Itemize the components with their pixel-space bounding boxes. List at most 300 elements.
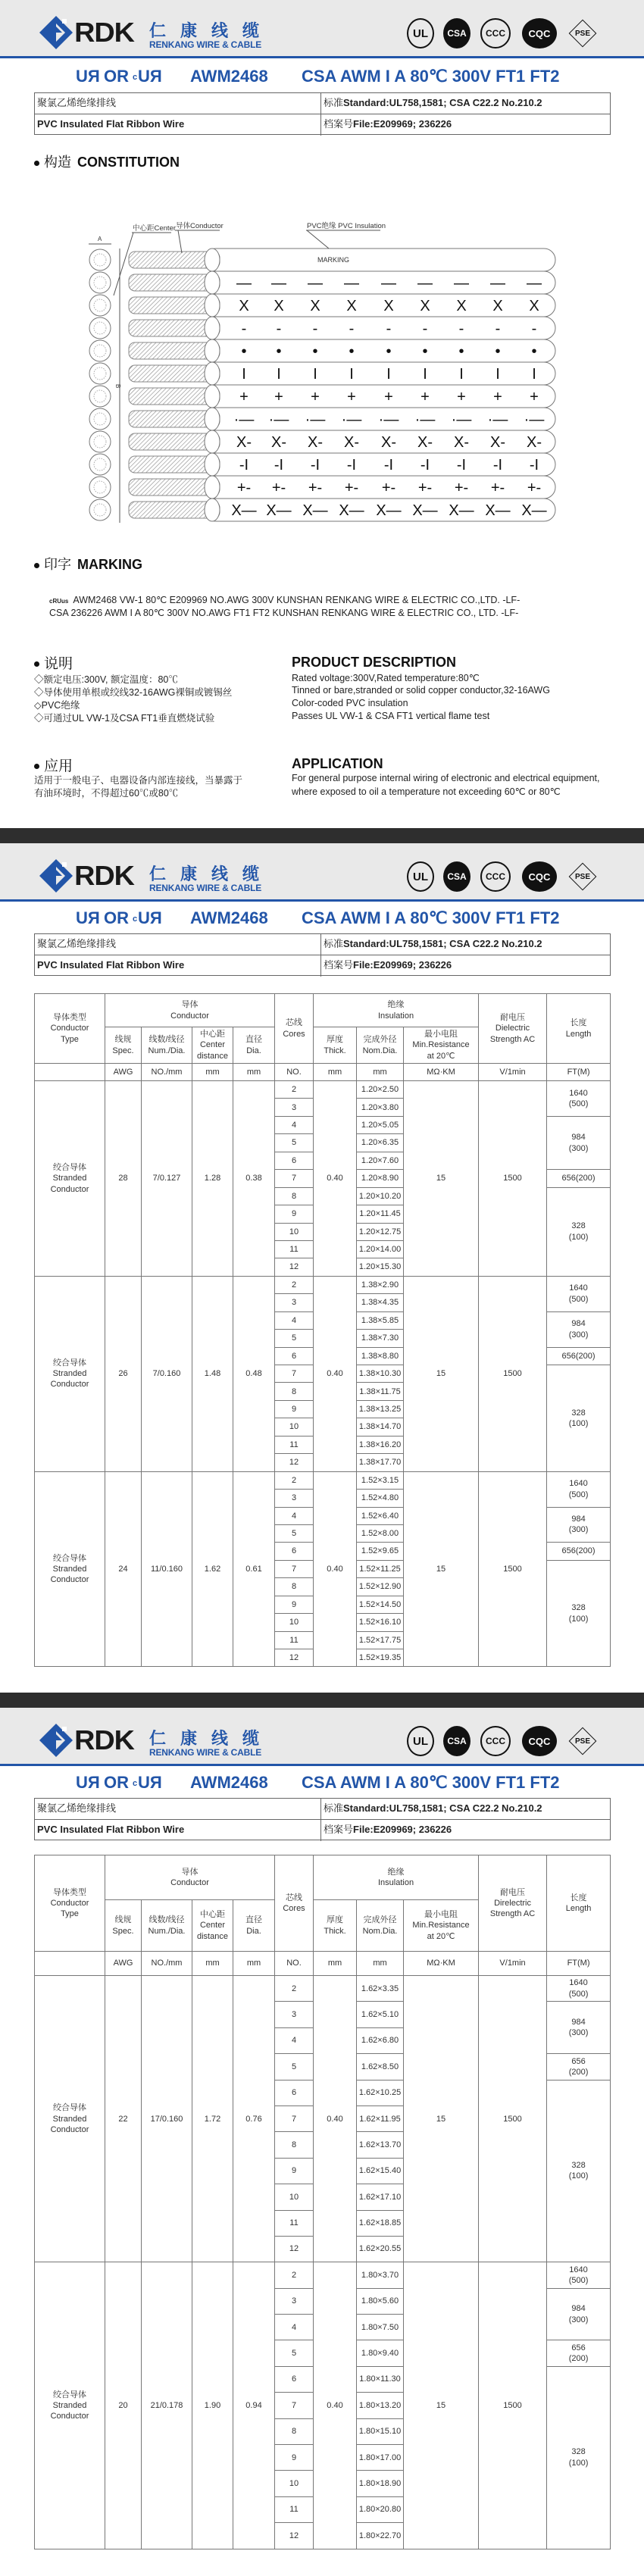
application-text-cn-2: 有油环境时，不得超过60℃或80℃: [34, 788, 179, 799]
cores-cell: 3: [275, 1294, 314, 1311]
stripe-mark: X-: [527, 434, 542, 451]
stripe-mark: I: [349, 366, 354, 383]
diameter-cell: 0.48: [233, 1276, 275, 1471]
unit-cell: NO./mm: [142, 1952, 192, 1976]
stripe-mark: ·—: [378, 411, 399, 428]
nominal-dimension-cell: 1.38×13.25: [357, 1400, 404, 1418]
cores-cell: 7: [275, 2106, 314, 2131]
awg-cell: 24: [105, 1471, 142, 1667]
nominal-dimension-cell: 1.38×8.80: [357, 1347, 404, 1365]
csa-rating: CSA AWM I A 80℃ 300V FT1 FT2: [302, 67, 560, 86]
cores-cell: 7: [275, 2393, 314, 2418]
stripe-mark: •: [422, 343, 428, 360]
voltage-cell: 1500: [479, 1081, 547, 1277]
cores-cell: 11: [275, 1436, 314, 1453]
diameter-cell: 0.38: [233, 1081, 275, 1277]
or-text: OR: [104, 1773, 129, 1792]
header-resistance: 最小电阻 Min.Resistance at 20℃: [404, 1900, 479, 1952]
unit-cell: NO.: [275, 1952, 314, 1976]
product-name-en: PVC Insulated Flat Ribbon Wire: [37, 1824, 185, 1835]
header-nomdia: 完成外径 Nom.Dia.: [357, 1027, 404, 1064]
info-table: [34, 1798, 611, 1840]
stripe-mark: +-: [344, 480, 359, 496]
unit-cell: mm: [192, 1064, 233, 1081]
or-text: OR: [104, 67, 129, 86]
logo-diamond-icon: [39, 1724, 73, 1757]
unit-cell: [35, 1952, 105, 1976]
nominal-dimension-cell: 1.38×16.20: [357, 1436, 404, 1453]
stripe-mark: ·—: [487, 411, 508, 428]
cul-us-logo: cRUus: [49, 598, 69, 605]
header-center: 中心距 Center distance: [192, 1027, 233, 1064]
cores-cell: 9: [275, 2158, 314, 2184]
product-title: RU OR c RU AWM2468 CSA AWM I A 80℃ 300V FT1 FT2: [76, 908, 560, 927]
length-cell: 656 (200): [547, 2054, 611, 2080]
stripe-mark: X: [420, 298, 430, 314]
cores-cell: 9: [275, 1400, 314, 1418]
stripe-mark: I: [459, 366, 464, 383]
cores-cell: 6: [275, 2080, 314, 2106]
stripe-mark: +-: [490, 480, 505, 496]
cross-section-icon: [89, 431, 111, 452]
header-conductor: 导体 Conductor: [105, 1855, 275, 1900]
length-cell: 1640 (500): [547, 2262, 611, 2288]
cores-cell: 11: [275, 2496, 314, 2522]
stripe-mark: X: [274, 298, 284, 314]
cross-section-icon: [89, 499, 111, 521]
stripe-mark: I: [423, 366, 427, 383]
nominal-dimension-cell: 1.20×2.50: [357, 1081, 404, 1099]
cores-cell: 2: [275, 2262, 314, 2288]
stripe-mark: X-: [308, 434, 323, 451]
csa-cert-icon: CSA: [443, 1726, 470, 1756]
stripe-mark: -: [531, 320, 537, 337]
marking-label: MARKING: [317, 256, 350, 264]
length-cell: 984 (300): [547, 1507, 611, 1543]
stripe-mark: X: [456, 298, 467, 314]
stripe-mark: X: [310, 298, 320, 314]
unit-cell: mm: [314, 1952, 357, 1976]
conductor-type-cell: 绞合导体 Stranded Conductor: [35, 1471, 105, 1667]
length-cell: 984 (300): [547, 2288, 611, 2340]
dimension-a: A: [98, 236, 102, 242]
strands-cell: 11/0.160: [142, 1471, 192, 1667]
stripe-mark: X-: [417, 434, 433, 451]
model-number: AWM2468: [190, 67, 268, 86]
ribbon-conductor-row: [89, 362, 555, 385]
nominal-dimension-cell: 1.20×5.05: [357, 1116, 404, 1133]
nominal-dimension-cell: 1.52×17.75: [357, 1631, 404, 1649]
info-table: [34, 92, 611, 135]
thickness-cell: 0.40: [314, 2262, 357, 2549]
description-item-cn: ◇PVC绝缘: [34, 700, 80, 711]
description-item-cn: ◇额定电压:300V, 额定温度：80℃: [34, 674, 178, 685]
stripe-mark: —: [454, 275, 469, 292]
stripe-mark: •: [495, 343, 501, 360]
unit-cell: mm: [192, 1952, 233, 1976]
nominal-dimension-cell: 1.20×10.20: [357, 1187, 404, 1205]
stripe-mark: -I: [492, 457, 503, 474]
cqc-cert-icon: CQC: [522, 861, 557, 892]
csa-cert-icon: CSA: [443, 18, 470, 48]
ribbon-conductor-row: [89, 271, 555, 294]
stripe-mark: +: [530, 389, 539, 405]
nominal-dimension-cell: 1.80×17.00: [357, 2445, 404, 2471]
stripe-mark: X-: [236, 434, 252, 451]
insulation-bar: [205, 249, 555, 271]
nominal-dimension-cell: 1.52×12.90: [357, 1578, 404, 1596]
cores-cell: 4: [275, 1311, 314, 1329]
unit-cell: AWG: [105, 1952, 142, 1976]
stripe-mark: ·—: [233, 411, 255, 428]
header-resistance: 最小电阻 Min.Resistance at 20℃: [404, 1027, 479, 1064]
cores-cell: 8: [275, 1578, 314, 1596]
nominal-dimension-cell: 1.52×14.50: [357, 1596, 404, 1613]
nominal-dimension-cell: 1.62×13.70: [357, 2132, 404, 2158]
header-insulation: 绝缘 Insulation: [314, 994, 479, 1027]
cores-cell: 5: [275, 1134, 314, 1152]
application-heading-en: APPLICATION: [292, 756, 383, 771]
application-heading-cn: 应用: [34, 755, 73, 775]
stripe-mark: ·—: [341, 411, 362, 428]
brand-header: [0, 0, 644, 58]
length-cell: 656 (200): [547, 2340, 611, 2366]
stripe-mark: +-: [381, 480, 396, 496]
nominal-dimension-cell: 1.62×18.85: [357, 2210, 404, 2236]
nominal-dimension-cell: 1.62×3.35: [357, 1976, 404, 2002]
stripe-mark: I: [386, 366, 391, 383]
stripe-mark: X—: [521, 502, 547, 519]
model-number: AWM2468: [190, 908, 268, 927]
nominal-dimension-cell: 1.38×4.35: [357, 1294, 404, 1311]
stripe-mark: X: [529, 298, 539, 314]
brand-name-en: RENKANG WIRE & CABLE: [149, 39, 261, 50]
stripe-mark: -: [495, 320, 501, 337]
center-distance-cell: 1.62: [192, 1471, 233, 1667]
length-cell: 656(200): [547, 1170, 611, 1187]
ribbon-conductor-row: [89, 430, 555, 453]
table-row: [35, 1976, 611, 2002]
stripe-mark: —: [271, 275, 286, 292]
nominal-dimension-cell: 1.80×13.20: [357, 2393, 404, 2418]
brand-name-en: RENKANG WIRE & CABLE: [149, 1747, 261, 1758]
c-text: c: [133, 914, 138, 924]
nominal-dimension-cell: 1.62×5.10: [357, 2002, 404, 2027]
nominal-dimension-cell: 1.20×12.75: [357, 1223, 404, 1240]
dimension-b: B: [114, 384, 121, 389]
length-cell: 984 (300): [547, 1116, 611, 1169]
stripe-mark: X-: [454, 434, 469, 451]
nominal-dimension-cell: 1.52×8.00: [357, 1524, 404, 1542]
awg-cell: 26: [105, 1276, 142, 1471]
cross-section-icon: [89, 386, 111, 407]
cores-cell: 3: [275, 1490, 314, 1507]
insulation-label: PVC绝缘 PVC Insulation: [307, 222, 386, 230]
cross-section-icon: [89, 249, 111, 270]
cores-cell: 2: [275, 1081, 314, 1099]
cores-cell: 4: [275, 1116, 314, 1133]
stripe-mark: •: [349, 343, 355, 360]
stripe-mark: +: [420, 389, 430, 405]
cores-cell: 4: [275, 2315, 314, 2340]
center-label: 中心距Center: [133, 224, 177, 233]
conductor-label: 导体Conductor: [176, 222, 224, 230]
stripe-mark: I: [277, 366, 281, 383]
stripe-mark: -I: [346, 457, 357, 474]
ul-cert-icon: UL: [407, 861, 434, 892]
cores-cell: 7: [275, 1560, 314, 1577]
unit-cell: V/1min: [479, 1952, 547, 1976]
stripe-mark: -: [422, 320, 428, 337]
brand-header: [0, 1708, 644, 1766]
length-cell: 328 (100): [547, 2366, 611, 2549]
stripe-mark: -: [312, 320, 318, 337]
cores-cell: 10: [275, 1223, 314, 1240]
center-distance-cell: 1.48: [192, 1276, 233, 1471]
nominal-dimension-cell: 1.38×11.75: [357, 1383, 404, 1400]
logo-diamond-icon: [39, 859, 73, 893]
nominal-dimension-cell: 1.52×16.10: [357, 1614, 404, 1631]
ribbon-conductor-row: [89, 294, 555, 317]
stripe-mark: I: [532, 366, 536, 383]
strands-cell: 21/0.178: [142, 2262, 192, 2549]
stripe-mark: X—: [231, 502, 257, 519]
constitution-heading: 构造 CONSTITUTION: [34, 152, 180, 171]
center-distance-cell: 1.90: [192, 2262, 233, 2549]
marking-heading: 印字 MARKING: [34, 554, 142, 574]
c-text: c: [133, 1779, 138, 1788]
cores-cell: 6: [275, 1543, 314, 1560]
stripe-mark: +: [384, 389, 393, 405]
stripe-mark: X-: [490, 434, 505, 451]
cores-cell: 5: [275, 1330, 314, 1347]
stripe-mark: X—: [302, 502, 328, 519]
cross-section-icon: [89, 408, 111, 430]
length-cell: 1640 (500): [547, 1471, 611, 1507]
stripe-mark: X: [239, 298, 249, 314]
spec-table: [34, 993, 611, 1667]
length-cell: 984 (300): [547, 1311, 611, 1347]
pse-text: PSE: [574, 29, 590, 38]
product-name-cn: 聚氯乙烯绝缘排线: [37, 97, 117, 108]
cores-cell: 3: [275, 1099, 314, 1116]
stripe-mark: •: [241, 343, 247, 360]
center-distance-cell: 1.28: [192, 1081, 233, 1277]
stripe-mark: -: [349, 320, 355, 337]
description-item-en: Color-coded PVC insulation: [292, 698, 408, 708]
stripe-mark: X-: [381, 434, 396, 451]
nominal-dimension-cell: 1.62×20.55: [357, 2236, 404, 2262]
header-length: 长度 Length: [547, 1855, 611, 1952]
awg-cell: 20: [105, 2262, 142, 2549]
stripe-mark: +: [274, 389, 283, 405]
table-row: [35, 1276, 611, 1293]
file-cell: 档案号File:E209969; 236226: [320, 1820, 611, 1841]
cores-cell: 10: [275, 1614, 314, 1631]
nominal-dimension-cell: 1.80×11.30: [357, 2366, 404, 2392]
pse-cert-icon: [568, 861, 597, 892]
length-cell: 1640 (500): [547, 1976, 611, 2002]
strands-cell: 7/0.127: [142, 1081, 192, 1277]
cross-section-icon: [89, 295, 111, 316]
resistance-cell: 15: [404, 1471, 479, 1667]
stripe-mark: •: [458, 343, 464, 360]
logo-text: RDK: [74, 1724, 134, 1755]
header-length: 长度 Length: [547, 994, 611, 1064]
diameter-cell: 0.76: [233, 1976, 275, 2262]
insulation-bar: [205, 362, 555, 385]
stripe-mark: —: [490, 275, 505, 292]
ribbon-conductor-row: [89, 499, 555, 521]
unit-cell: mm: [314, 1064, 357, 1081]
stripe-mark: -: [458, 320, 464, 337]
stripe-mark: X—: [266, 502, 292, 519]
stripe-mark: —: [417, 275, 433, 292]
cores-cell: 6: [275, 1347, 314, 1365]
stripe-mark: X-: [271, 434, 286, 451]
stripe-mark: —: [308, 275, 323, 292]
length-cell: 656(200): [547, 1347, 611, 1365]
header-insulation: 绝缘 Insulation: [314, 1855, 479, 1900]
strands-cell: 7/0.160: [142, 1276, 192, 1471]
csa-rating: CSA AWM I A 80℃ 300V FT1 FT2: [302, 908, 560, 927]
insulation-bar: [205, 339, 555, 362]
header-numdia: 线数/线径 Num./Dia.: [142, 1027, 192, 1064]
stripe-mark: —: [381, 275, 396, 292]
stripe-mark: X: [383, 298, 394, 314]
nominal-dimension-cell: 1.52×4.80: [357, 1490, 404, 1507]
marking-line-2: CSA 236226 AWM I A 80℃ 300V NO.AWG FT1 FT2 KUNSHAN RENKANG WIRE & ELECTRIC CO., LTD. -LF-: [49, 608, 519, 618]
thickness-cell: 0.40: [314, 1976, 357, 2262]
cross-section-icon: [89, 454, 111, 475]
header-numdia: 线数/线径 Num./Dia.: [142, 1900, 192, 1952]
page-separator: [0, 828, 644, 843]
header-dia: 直径 Dia.: [233, 1027, 275, 1064]
cores-cell: 7: [275, 1170, 314, 1187]
nominal-dimension-cell: 1.80×9.40: [357, 2340, 404, 2366]
nominal-dimension-cell: 1.38×10.30: [357, 1365, 404, 1383]
standard-cell: 标准Standard:UL758,1581; CSA C22.2 No.210.2: [320, 1799, 611, 1819]
length-cell: 656(200): [547, 1543, 611, 1560]
nominal-dimension-cell: 1.62×8.50: [357, 2054, 404, 2080]
nominal-dimension-cell: 1.38×5.85: [357, 1311, 404, 1329]
cores-cell: 2: [275, 1976, 314, 2002]
length-cell: 1640 (500): [547, 1081, 611, 1117]
diameter-cell: 0.61: [233, 1471, 275, 1667]
unit-cell: mm: [357, 1952, 404, 1976]
header-dia: 直径 Dia.: [233, 1900, 275, 1952]
stripe-mark: -I: [420, 457, 430, 474]
insulation-bar: [205, 317, 555, 339]
csa-rating: CSA AWM I A 80℃ 300V FT1 FT2: [302, 1773, 560, 1792]
stripe-mark: —: [236, 275, 252, 292]
product-name-cn: 聚氯乙烯绝缘排线: [37, 938, 117, 949]
stripe-mark: +: [347, 389, 356, 405]
stripe-mark: •: [386, 343, 392, 360]
length-cell: 328 (100): [547, 2080, 611, 2262]
nominal-dimension-cell: 1.38×17.70: [357, 1454, 404, 1471]
cores-cell: 3: [275, 2288, 314, 2314]
voltage-cell: 1500: [479, 1276, 547, 1471]
resistance-cell: 15: [404, 1081, 479, 1277]
stripe-mark: X-: [344, 434, 359, 451]
conductor-type-cell: 绞合导体 Stranded Conductor: [35, 1276, 105, 1471]
info-table: [34, 933, 611, 976]
stripe-mark: -I: [383, 457, 394, 474]
length-cell: 1640 (500): [547, 1276, 611, 1311]
unit-cell: MΩ·KM: [404, 1952, 479, 1976]
product-name-en: PVC Insulated Flat Ribbon Wire: [37, 959, 185, 971]
stripe-mark: X—: [412, 502, 438, 519]
cores-cell: 9: [275, 2445, 314, 2471]
cores-cell: 10: [275, 2471, 314, 2496]
description-item-en: Rated voltage:300V,Rated temperature:80℃: [292, 673, 480, 683]
cqc-cert-icon: CQC: [522, 1726, 557, 1756]
ribbon-conductor-row: [89, 476, 555, 499]
unit-cell: mm: [233, 1064, 275, 1081]
voltage-cell: 1500: [479, 2262, 547, 2549]
header-spec: 线规 Spec.: [105, 1900, 142, 1952]
cores-cell: 9: [275, 1596, 314, 1613]
cores-cell: 10: [275, 2184, 314, 2210]
stripe-mark: ·—: [414, 411, 436, 428]
or-text: OR: [104, 908, 129, 927]
unit-cell: mm: [357, 1064, 404, 1081]
ccc-cert-icon: CCC: [480, 18, 511, 48]
center-distance-cell: 1.72: [192, 1976, 233, 2262]
ribbon-conductor-row: [89, 317, 555, 339]
brand-name-cn: 仁康线缆: [149, 1729, 274, 1748]
thickness-cell: 0.40: [314, 1276, 357, 1471]
stripe-mark: X—: [376, 502, 402, 519]
header-conductor: 导体 Conductor: [105, 994, 275, 1027]
cores-cell: 4: [275, 2027, 314, 2053]
description-item-en: Tinned or bare,stranded or solid copper conductor,32-16AWG: [292, 685, 550, 696]
conductor-type-cell: 绞合导体 Stranded Conductor: [35, 2262, 105, 2549]
ul-cert-icon: UL: [407, 18, 434, 48]
stripe-mark: -I: [529, 457, 539, 474]
product-title: RU OR c RU AWM2468 CSA AWM I A 80℃ 300V FT1 FT2: [76, 67, 560, 86]
cqc-cert-icon: CQC: [522, 18, 557, 48]
stripe-mark: X—: [449, 502, 474, 519]
stripe-mark: +-: [308, 480, 323, 496]
length-cell: 328 (100): [547, 1365, 611, 1472]
cores-cell: 9: [275, 1205, 314, 1223]
pse-cert-icon: [568, 1726, 597, 1756]
header-spec: 线规 Spec.: [105, 1027, 142, 1064]
file-cell: 档案号File:E209969; 236226: [320, 955, 611, 977]
insulation-bar: [205, 453, 555, 476]
cross-section-icon: [89, 363, 111, 384]
nominal-dimension-cell: 1.20×14.00: [357, 1240, 404, 1258]
nominal-dimension-cell: 1.20×15.30: [357, 1258, 404, 1276]
nominal-dimension-cell: 1.62×11.95: [357, 2106, 404, 2131]
description-heading-en: PRODUCT DESCRIPTION: [292, 655, 457, 670]
stripe-mark: •: [531, 343, 537, 360]
ul-cert-icon: UL: [407, 1726, 434, 1756]
stripe-mark: X—: [339, 502, 364, 519]
voltage-cell: 1500: [479, 1471, 547, 1667]
nominal-dimension-cell: 1.62×17.10: [357, 2184, 404, 2210]
stripe-mark: +: [239, 389, 249, 405]
marking-line-1: cRUus AWM2468 VW-1 80℃ E209969 NO.AWG 300V KUNSHAN RENKANG WIRE & ELECTRIC CO.,LTD. -LF-: [49, 595, 521, 605]
resistance-cell: 15: [404, 1976, 479, 2262]
application-text-en-2: where exposed to oil a temperature not exceeding 60℃ or 80℃: [292, 786, 561, 797]
nominal-dimension-cell: 1.52×3.15: [357, 1471, 404, 1489]
cross-section-icon: [89, 340, 111, 361]
pse-cert-icon: [568, 18, 597, 48]
nominal-dimension-cell: 1.38×2.90: [357, 1276, 404, 1293]
